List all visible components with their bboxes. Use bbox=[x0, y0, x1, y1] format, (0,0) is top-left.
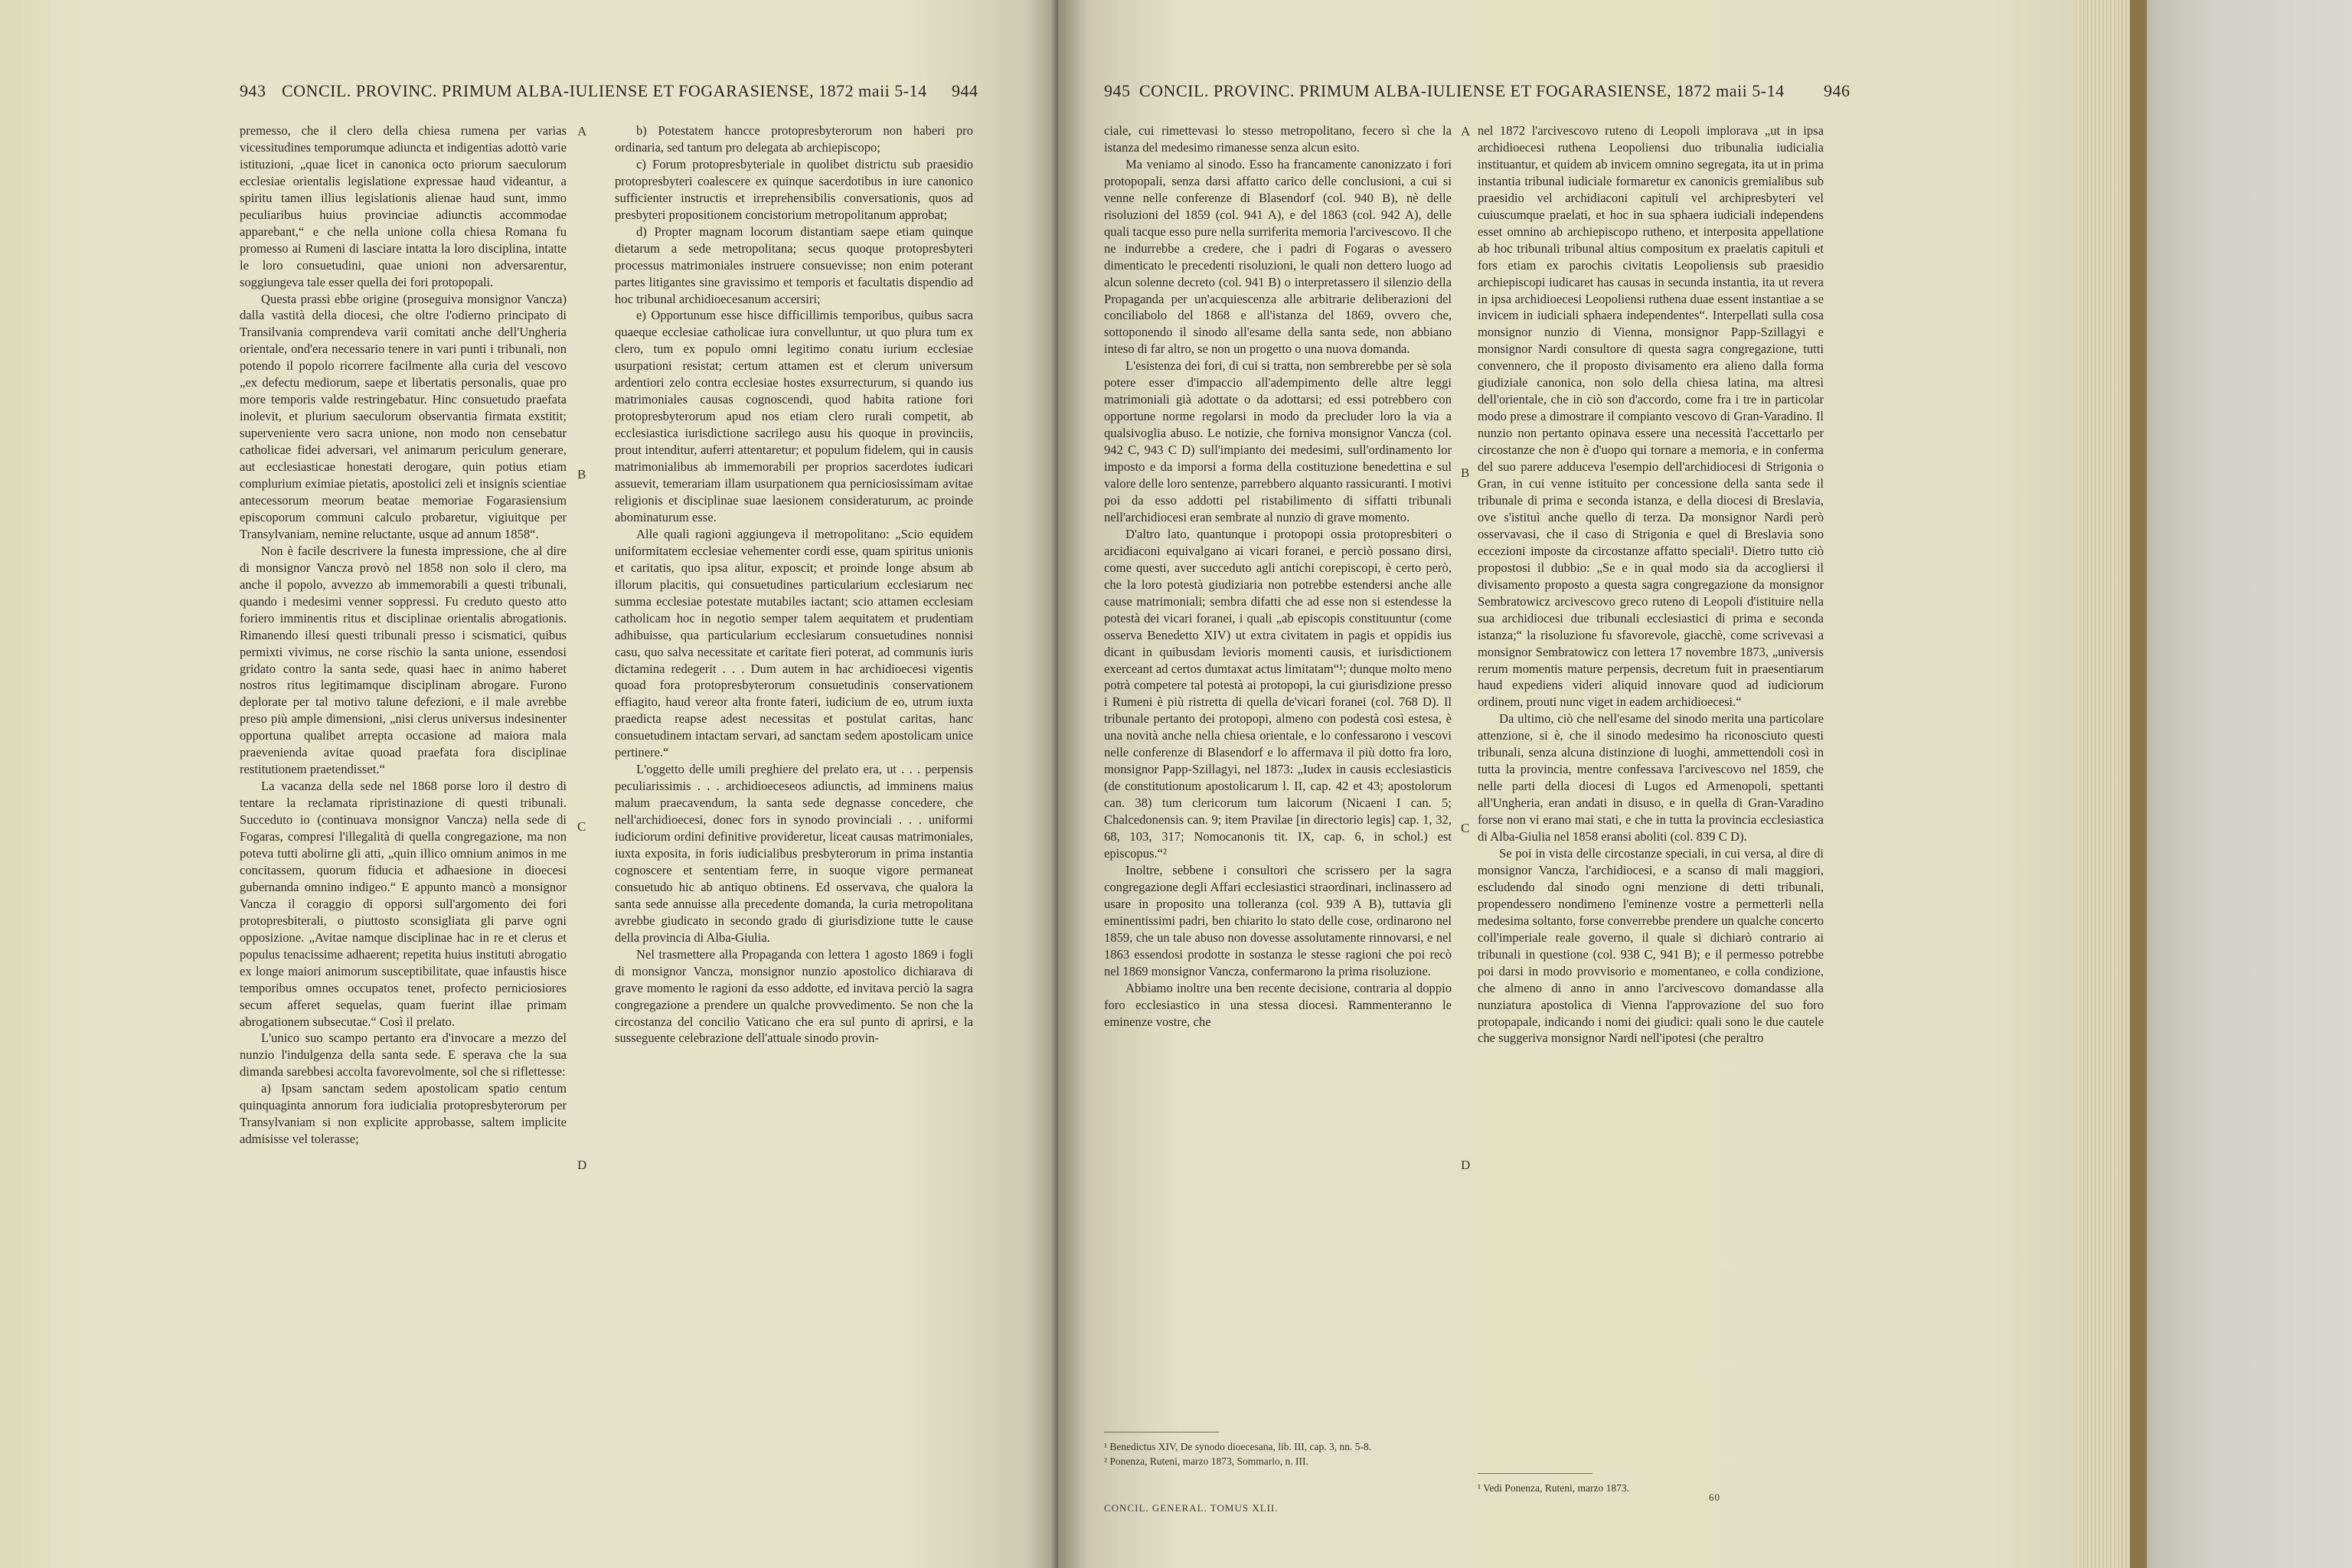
paragraph: b) Potestatem hancce protopresbyterorum non haberi pro ordinaria, sed tantum pro delegata ab archiepiscopo; bbox=[615, 123, 973, 155]
footnote: ¹ Vedi Ponenza, Ruteni, marzo 1873. bbox=[1478, 1482, 1630, 1494]
paragraph: Abbiamo inoltre una ben recente decisione, contraria al doppio foro ecclesiastico in una stessa diocesi. Rammenteranno le eminenze vostre, che bbox=[1104, 980, 1452, 1029]
paragraph: d) Propter magnam locorum distantiam saepe etiam quinque dietarum a sede metropolitana; secus quoque protopresbyteri processus matrimoniales instruere consuevisse; non enim poterant partes litigantes sine gravissimo et temporis et facultatis dispendio ad hoc tribunal archidioecesanum accersiri; bbox=[615, 224, 973, 306]
margin-marker: B bbox=[577, 467, 586, 482]
left-column-2 bbox=[615, 122, 973, 1047]
paragraph: Questa prassi ebbe origine (proseguiva monsignor Vancza) dalla vastità della diocesi, che oltre l'odierno principato di Transilvania comprendeva varii comitati anche dell'Ungheria orientale, ond'era necessario tenere in vari punti i tribunali, non potendo il popolo ricorrere facilmente alla curia del vescovo „ex defectu mediorum, saepe et libertatis personalis, quae pro more temporis valde restringebatur. Hinc consuetudo praefata inolevit, et plurium saeculorum observantia firmata exstitit; superveniente vero sacra unione, non modo non censebatur catholicae fidei adversari, vel animarum periculum generare, aut ecclesiasticae honestati derogare, quin potius etiam complurium eximiae pietatis, apostolici zeli et insignis scientiae antecessorum meorum beatae memoriae Fogarasiensium episcoporum communi calculo probaretur, vigiuitque per Transylvaniam, nemine reluctante, usque ad annum 1858“. bbox=[240, 291, 567, 541]
right-column-2 bbox=[1478, 122, 1824, 1047]
footnote: ¹ Benedictus XIV, De synodo dioecesana, lib. III, cap. 3, nn. 5-8. bbox=[1104, 1441, 1372, 1452]
page-number: 945 bbox=[1104, 81, 1131, 100]
paragraph: L'esistenza dei fori, di cui si tratta, non sembrerebbe per sè sola potere esser d'impaccio all'adempimento delle altre leggi matrimoniali già adottate o da adottarsi; ed essi potrebbero con opportune norme regolarsi in modo da precluder loro la via a qualsivoglia abuso. Le notizie, che forniva monsignor Vancza (col. 942 C, 943 C D) sull'impianto dei medesimi, sull'ordinamento lor imposto e da imporsi a forma della costituzione benedettina e sul valore delle loro sentenze, parrebbero alquanto rassicuranti. I motivi poi da esso addotti pel ristabilimento di siffatti tribunali nell'archidiocesi eran sembrate al nunzio di grave momento. bbox=[1104, 358, 1452, 524]
cover-board-edge bbox=[2130, 0, 2147, 1568]
paragraph: Da ultimo, ciò che nell'esame del sinodo merita una particolare attenzione, si è, che il sinodo medesimo ha riconosciuto questi tribunali, senza alcuna distinzione di luoghi, ammettendoli così in tutta la provincia, mentre confessava l'arcivescovo nel 1859, che nelle parti della diocesi di Lugos ed Armenopoli, spettanti all'Ungheria, eran andati in disuso, e in quella di Gran-Varadino forse non vi erano mai stati, e che in tutta la provincia ecclesiastica di Alba-Giulia nel 1858 eransi aboliti (col. 839 C D). bbox=[1478, 711, 1824, 844]
footnotes-column-1 bbox=[1104, 1439, 1452, 1468]
margin-marker: C bbox=[1461, 821, 1470, 835]
running-title: CONCIL. PROVINC. PRIMUM ALBA-IULIENSE ET FOGARASIENSE, 1872 maii 5-14 bbox=[1139, 81, 1785, 100]
margin-marker: D bbox=[577, 1158, 587, 1172]
page-edges bbox=[2076, 0, 2130, 1568]
margin-marker: A bbox=[1461, 124, 1471, 139]
paragraph: Alle quali ragioni aggiungeva il metropolitano: „Scio equidem uniformitatem ecclesiae vehementer cordi esse, quam spiritus unionis et caritatis, quo ipsa alitur, exposcit; et proinde longe absum ab illorum placitis, qui consuetudines particularium ecclesiarum nec summa ecclesiae potestate mutabiles iactant; scio attamen ecclesiam catholicam hoc in negotio semper talem aequitatem et prudentiam adhibuisse, qua particularium ecclesiarum consuetudines nonnisi casu, quo salva necessitate et caritate fieri poterat, ad communis iuris dictamina redegerit . . . Dum autem in hac archidioecesi vigentis quoad fora protopresbyterorum consuetudinis conservationem effiagito, haud vereor alta fronte fateri, iudicium de eo, utrum iuxta praedicta reapse adest necessitas et postulat caritas, hanc consuetudinem intactam servari, ad sanctam sedem apostolicam unice pertinere.“ bbox=[615, 526, 973, 760]
left-column-1 bbox=[240, 122, 567, 1148]
footnote-rule bbox=[1478, 1473, 1592, 1474]
paragraph: e) Opportunum esse hisce difficillimis temporibus, quibus sacra quaeque ecclesiae catholicae iura convelluntur, ut quo plura tum ex clero, tum ex populo omni legitimo conatu iurium ecclesiae usurpationi resistat; certum attamen est et clerum universum ardentiori zelo contra ecclesiae hostes exsurrecturum, si quando ius matrimoniales causas cognoscendi, quod habita ratione fori protopresbyterorum apud nos etiam clero rurali competit, ab ecclesiastica iurisdictione sacrilego ausu his quoque in provinciis, prout intenditur, auferri attentaretur; et populum fidelem, qui in causis matrimonialibus ab immemorabili per proprios sacerdotes iudicari assuevit, temerariam illam usurpationem qua perniciosissimam avitae religionis et disciplinae suae laesionem consideraturum, ac proinde abominaturum esse. bbox=[615, 308, 973, 524]
paragraph: Se poi in vista delle circostanze speciali, in cui versa, al dire di monsignor Vancza, l'archidiocesi, e a scanso di mali maggiori, escludendo dal sinodo ogni menzione di detti tribunali, propendessero nondimeno l'eminenze vostre a permetterli nella medesima soltanto, forse converrebbe prendere un qualche concerto coll'imperiale reale governo, il quale si dichiarò contrario ai tribunali in questione (col. 938 C, 941 B); e il permesso potrebbe poi darsi in modo provvisorio e momentaneo, e colla condizione, che almeno di anno in anno l'arcivescovo domandasse alla nunziatura apostolica di Vienna l'approvazione del suo foro protopapale, indicando i nomi dei giudici: quali sono le due cautele che suggeriva monsignor Nardi nell'ipotesi (che peraltro bbox=[1478, 845, 1824, 1046]
margin-marker: C bbox=[577, 819, 586, 834]
paragraph: L'unico suo scampo pertanto era d'invocare a mezzo del nunzio l'indulgenza della santa sede. E sperava che la sua dimanda sarebbesi accolta favorevolmente, sol che si riflettesse: bbox=[240, 1031, 567, 1080]
page-number: 944 bbox=[952, 81, 978, 100]
footnote: ² Ponenza, Ruteni, marzo 1873, Sommario, n. III. bbox=[1104, 1455, 1308, 1467]
page-number: 946 bbox=[1824, 81, 1851, 100]
left-page bbox=[0, 0, 1058, 1568]
paragraph: Nel trasmettere alla Propaganda con lettera 1 agosto 1869 i fogli di monsignor Vancza, monsignor nunzio apostolico dichiarava di grave momento le ragioni da esso addotte, ed invitava perciò la sagra congregazione a prendere un qualche provvedimento. Se non che la circostanza del concilio Vaticano che era sul punto di aprirsi, e la susseguente celebrazione dell'attuale sinodo provin- bbox=[615, 946, 973, 1046]
book-cover bbox=[2130, 0, 2352, 1568]
margin-marker: B bbox=[1461, 466, 1470, 480]
page-number: 943 bbox=[240, 81, 266, 100]
right-page bbox=[1058, 0, 2076, 1568]
sheet-number: 60 bbox=[1709, 1491, 1720, 1503]
paragraph: nel 1872 l'arcivescovo ruteno di Leopoli implorava „ut in ipsa archidioecesi ruthena Leopoliensi duo tribunalia iudicialia instituantur, et quidem ab invicem omnino segregata, ita ut in prima instantia tribunal iudiciale formaretur ex canonicis gremialibus sub praesidio vel archidiaconi capituli vel archipresbyteri vel cuiuscumque praelati, et hoc in sua sphaera iudiciali independens esset omnino ab archiepiscopo rutheno, et interposita appellatione ab hoc tribunali tribunal altius compositum ex praelatis capituli et fors etiam ex parochis civitatis Leopoliensis sub praesidio archiepiscopi iudicaret has causas in secunda instantia, ita ut revera in ipsa archidioecesi Leopoliensi ruthena duae essent instantiae a se invicem in iudiciali sphaera independentes“. Interpellati sulla cosa monsignor nunzio di Vienna, monsignor Papp-Szillagyi e monsignor Nardi consultore di questa sagra congregazione, tutti convennero, che il proposto divisamento era alieno dalla forma giudiziale canonica, non solo della chiesa latina, ma altresì dell'orientale, che in ciò son d'accordo, come fra i tre in particolar modo prese a dimostrare il compianto vescovo di Gran-Varadino. Il nunzio non pertanto opinava essere una necessità l'accettarlo per circostanze che non è d'uopo qui tornare a memoria, e in conferma del suo parere adduceva l'esempio dell'archidiocesi di Strigonia o Gran, in cui venne istituito per concessione della santa sede il tribunale di prima e seconda istanza, e della diocesi di Breslavia, ove s'istituì anche quello di terza. Da monsignor Nardi però osservavasi, che il caso di Strigonia e quel di Breslavia sono eccezioni imposte da circostanze affatto speciali¹. Dietro tutto ciò propostosi il dubbio: „Se e in qual modo sia da accogliersi il divisamento proposto a questa sagra congregazione da monsignor Sembratowicz arcivescovo greco ruteno di Leopoli d'istituire nella sua archidiocesi due tribunali ecclesiastici di prima e seconda istanza;“ la risoluzione fu sfavorevole, giacchè, come scrivevasi a monsignor Sembratowicz con lettera 17 novembre 1873, „universis rerum momentis mature perpensis, decretum fuit in praesentiarum haud expediens videri aliquid innovare quod ad iudiciorum ordinem, prouti nunc viget in eadem archidioecesi.“ bbox=[1478, 123, 1824, 710]
signature-line: CONCIL. GENERAL. TOMUS XLII. bbox=[1104, 1502, 1279, 1514]
paragraph: Inoltre, sebbene i consultori che scrissero per la sagra congregazione degli Affari ecclesiastici straordinari, inclinassero ad usare in proposito una tolleranza (col. 939 A B), tuttavia gli eminentissimi padri, ben chiarito lo stato delle cose, ordinarono nel 1859, che un tale abuso non dovesse assolutamente rinnovarsi, e nel 1863 essendosi prodotte in sostanza le stesse ragioni che poi recò nel 1869 monsignor Vancza, confermarono la prima risoluzione. bbox=[1104, 862, 1452, 978]
paragraph: c) Forum protopresbyteriale in quolibet districtu sub praesidio protopresbyteri coalescere ex quinque sacerdotibus in iure canonico sufficienter instructis et irreprehensibilis conversationis, quos ad presbyteri propositionem concistorium metropolitanum approbat; bbox=[615, 156, 973, 222]
paragraph: a) Ipsam sanctam sedem apostolicam spatio centum quinquaginta annorum fora iudicialia protopresbyterorum per Transylvaniam si non explicite approbasse, saltem implicite admisisse vel tolerasse; bbox=[240, 1081, 567, 1147]
margin-marker: D bbox=[1461, 1158, 1471, 1172]
paragraph: Non è facile descrivere la funesta impressione, che al dire di monsignor Vancza provò nel 1858 non solo il clero, ma anche il popolo, avvezzo ab immemorabili a questi tribunali, quando i medesimi venner soppressi. Fu creduto questo atto foriero imminentis ritus et disciplinae orientalis abrogationis. Rimanendo illesi questi tribunali presso i scismatici, quibus permixti vivimus, ne corse rischio la santa unione, essendosi gridato contro la santa sede, quasi haec in animo haberet nostros ritus legitimamque disciplinam abrogare. Furono deplorate per tal motivo talune defezioni, e il male avrebbe preso più ample dimensioni, „nisi clerus universus indesinenter opportuna qualibet arrepta occasione ad maiora mala praevenienda avitae quoad praefata fora disciplinae restitutionem praetendisset.“ bbox=[240, 543, 567, 777]
right-column-1 bbox=[1104, 122, 1452, 1030]
paragraph: D'altro lato, quantunque i protopopi ossia protopresbiteri o arcidiaconi equivalgano ai vicari foranei, e perciò possano dirsi, come questi, aver succeduto agli antichi corepiscopi, è certo però, che la loro potestà giudiziaria non potrebbe estendersi anche alle cause matrimoniali; sembra difatti che ad esse non si estendesse la potestà dei vicari foranei, i quali „ab episcopis constituuntur (come osserva Benedetto XIV) ut extra civitatem in pagis et oppidis ius dicant in quibusdam levioris momenti causis, et iurisdictionem exerceant ad certos dumtaxat actus limitatam“¹; dunque molto meno potrà competere tal potestà ai protopopi, la cui giurisdizione presso i Rumeni è più ristretta di quella de'vicari foranei (col. 768 D). Il tribunale pertanto dei protopopi, almeno con podestà così estesa, è una novità anche nella chiesa orientale, e lo confessarono i vescovi nelle conferenze di Blasendorf e lo affermava il più dotto fra loro, monsignor Papp-Szillagyi, nel 1873: „Iudex in causis ecclesiasticis (de constitutionum apostolicarum l. II, cap. 42 et 43; apostolorum can. 38) tum clericorum tum laicorum (Nicaeni I can. 5; Chalcedonensis can. 9; item Pravilae [in directorio legis] cap. 1, 32, 68, 103, 317; Nomocanonis tit. IX, cap. 6, in schol.) est episcopus.“² bbox=[1104, 526, 1452, 861]
paragraph: ciale, cui rimettevasi lo stesso metropolitano, fecero sì che la istanza del medesimo rimanesse senza alcun esito. bbox=[1104, 123, 1452, 155]
paragraph: Ma veniamo al sinodo. Esso ha francamente canonizzato i fori protopopali, senza darsi affatto carico delle conclusioni, a cui si venne nelle conferenze di Blasendorf (col. 940 B), nè delle risoluzioni del 1859 (col. 941 A), e del 1863 (col. 942 A), delle quali tacque esso pure nella surriferita memoria l'arcivescovo. Il che ne indurrebbe a credere, che i padri di Fogaras o avessero dimenticato le precedenti risoluzioni, le quali non dettero luogo ad alcun solenne decreto (col. 941 B) o interpretassero il silenzio della Propaganda per un'acquiescenza alle arbitrarie deliberazioni del conciliabolo del 1868 e all'istanza del 1869, ovvero che, sottoponendo il sinodo all'esame della santa sede, non abbiano inteso di far altro, se non un progetto o una nuova domanda. bbox=[1104, 156, 1452, 357]
paragraph: L'oggetto delle umili preghiere del prelato era, ut . . . perpensis peculiarissimis . . . archidioeceseos adiunctis, ad imminens maius malum praecavendum, la santa sede degnasse concedere, che nell'archidioecesi, donec fors in synodo provinciali . . . uniformi iudiciorum ordini definitive provideretur, liceat causas matrimoniales, iuxta exposita, in foris iudicialibus presbyterorum in prima instantia cognoscere et sententiam ferre, in suoque vigore permaneat consuetudo hic ab antiquo obtinens. Ed osservava, che qualora la santa sede annuisse alla precedente domanda, la curia metropolitana avrebbe giudicato in secondo grado di giurisdizione tutte le cause della provincia di Alba-Giulia. bbox=[615, 762, 973, 945]
running-title: CONCIL. PROVINC. PRIMUM ALBA-IULIENSE ET FOGARASIENSE, 1872 maii 5-14 bbox=[282, 81, 927, 100]
footnotes-column-2 bbox=[1478, 1481, 1824, 1495]
paragraph: La vacanza della sede nel 1868 porse loro il destro di tentare la reclamata ripristinazione di questi tribunali. Succeduto io (continuava monsignor Vancza) nella sede di Fogaras, compresi l'illegalità di quella congregazione, ma non poteva tutti abolirne gli atti, „quin illico omnium animos in me concitassem, quorum fiducia et adhaesione in dioecesi gubernanda omnino indigeo.“ E appunto mancò a monsignor Vancza il coraggio di opporsi sull'argomento dei fori protopresbiterali, o piuttosto sconsigliata gli parve ogni opposizione. „Avitae namque disciplinae hac in re et clerus et populus tenacissime adhaerent; repetita huius instituti abrogatio ex longe maiori animorum susceptibilitate, quae infaustis hisce temporibus omnes occupatos tenet, profecto perniciosiores secum afferet sequelas, quam fuerint illae primam abrogationem subsecutae.“ Così il prelato. bbox=[240, 779, 567, 1029]
margin-marker: A bbox=[577, 124, 587, 139]
paragraph: premesso, che il clero della chiesa rumena per varias vicessitudines temporumque adiuncta et indigentias adottò varie istituzioni, „quae licet in canonica octo priorum saeculorum ecclesiae orientalis legislatione expressae haud videantur, a spiritu tamen illius legislationis alienae haud sunt, immo peculiaribus huius provinciae adiunctis accommodae apparebant,“ e che nella unione colla chiesa Romana fu promesso ai Rumeni di lasciare intatta la loro disciplina, intatte le loro consuetudini, quae unioni non adversarentur, soggiungeva tale esser quella dei fori protopopali. bbox=[240, 123, 567, 289]
